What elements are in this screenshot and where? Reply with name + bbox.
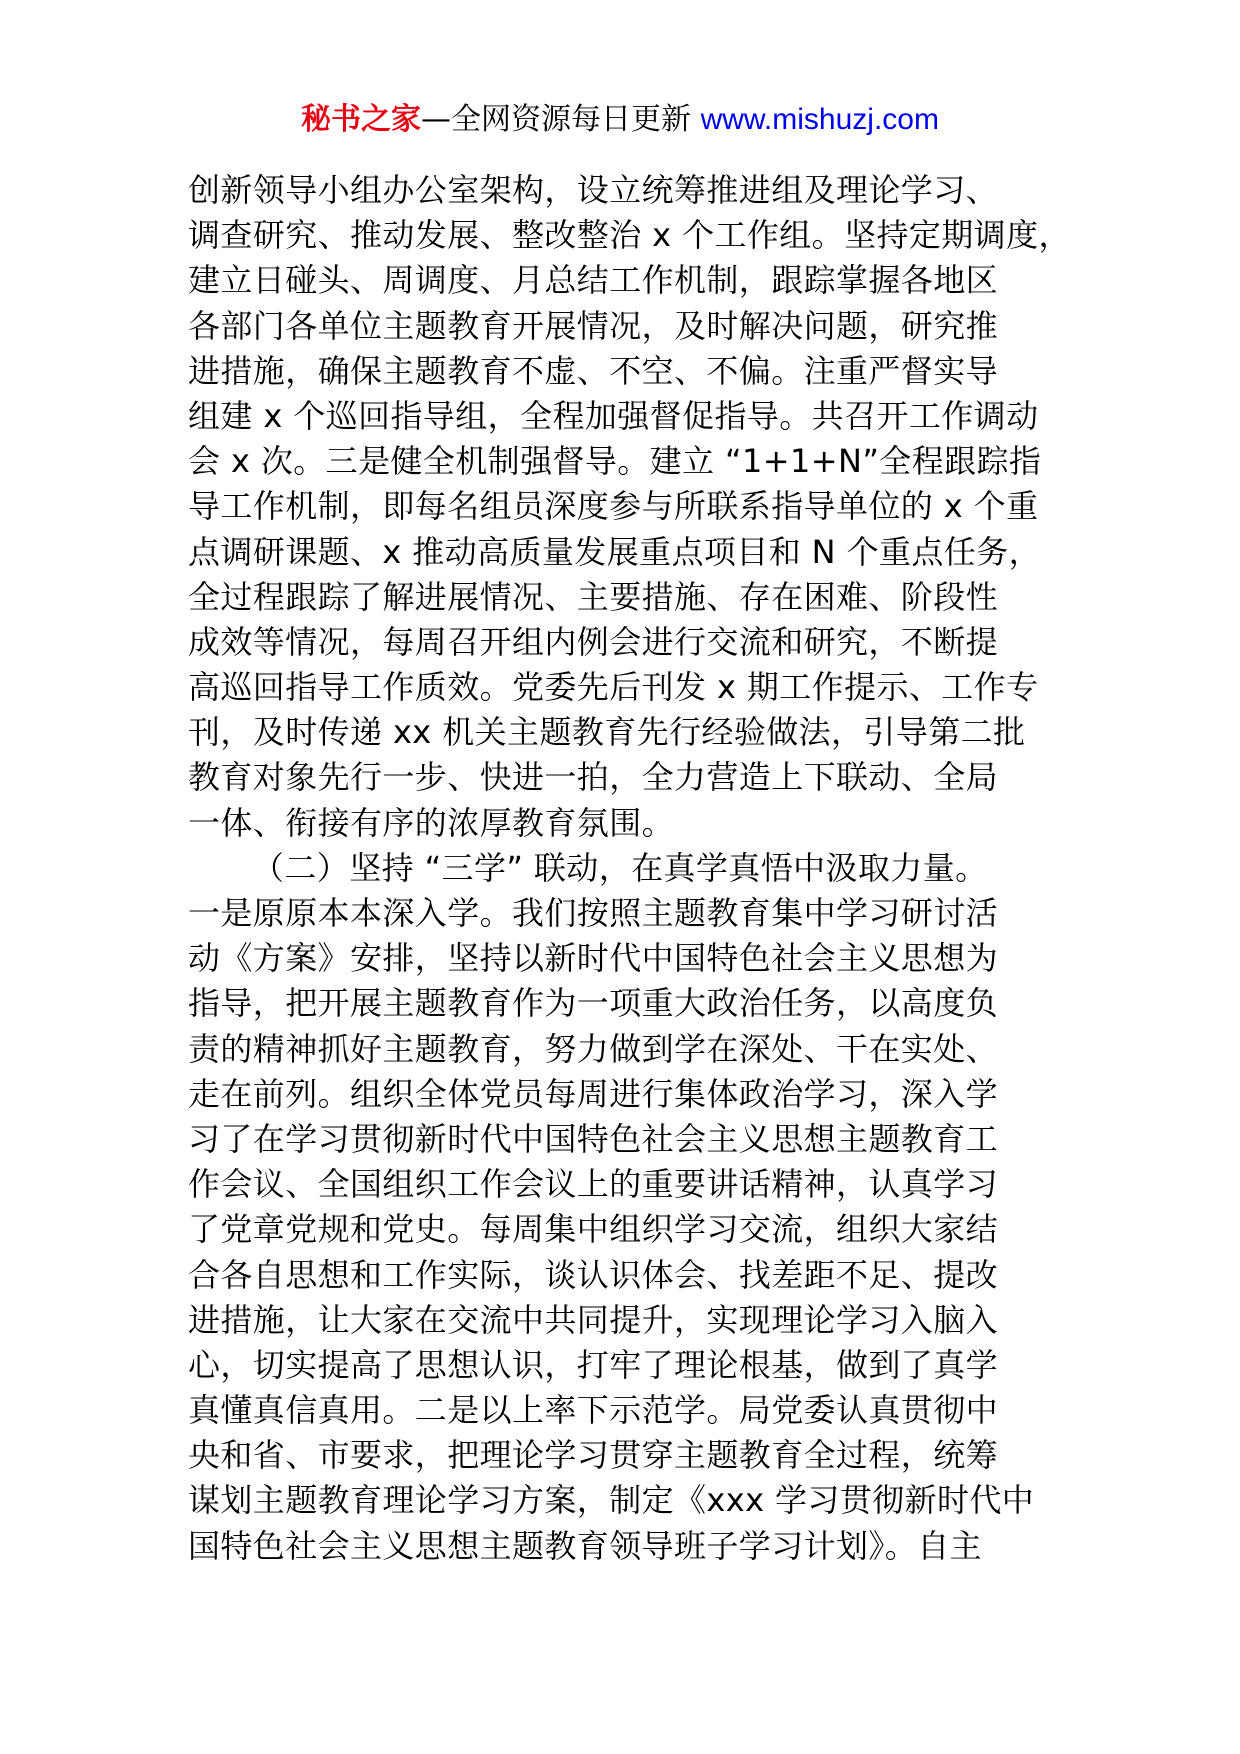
text-line: 会 x 次。三是健全机制强督导。建立 “1+1+N”全程跟踪指 — [188, 442, 1042, 481]
text-line: 一体、衔接有序的浓厚教育氛围。 — [188, 803, 675, 842]
text-line: 进措施，让大家在交流中共同提升，实现理论学习入脑入 — [188, 1300, 999, 1339]
site-brand: 秘书之家 — [301, 102, 422, 137]
text-line: 谋划主题教育理论学习方案，制定《xxx 学习贯彻新时代中 — [188, 1481, 1035, 1520]
text-line: 成效等情况，每周召开组内例会进行交流和研究，不断提 — [188, 622, 999, 661]
text-line: 点调研课题、x 推动高质量发展重点项目和 N 个重点任务， — [188, 532, 1041, 571]
text-line: 进措施，确保主题教育不虚、不空、不偏。注重严督实导 — [188, 351, 999, 390]
text-line: 创新领导小组办公室架构，设立统筹推进组及理论学习、 — [188, 171, 999, 209]
text-line: 各部门各单位主题教育开展情况，及时解决问题，研究推 — [188, 306, 999, 345]
text-line: 导工作机制，即每名组员深度参与所联系指导单位的 x 个重 — [188, 487, 1039, 526]
text-line: 作会议、全国组织工作会议上的重要讲话精神，认真学习 — [188, 1165, 999, 1204]
text-line: 教育对象先行一步、快进一拍，全力营造上下联动、全局 — [188, 758, 999, 797]
document-body — [188, 168, 1071, 1569]
text-line: 了党章党规和党史。每周集中组织学习交流，组织大家结 — [188, 1210, 999, 1249]
text-line: 国特色社会主义思想主题教育领导班子学习计划》。自主 — [188, 1526, 983, 1565]
text-line: 走在前列。组织全体党员每周进行集体政治学习，深入学 — [188, 1074, 999, 1113]
text-line: 习了在学习贯彻新时代中国特色社会主义思想主题教育工 — [188, 1119, 999, 1158]
site-url-link[interactable]: www.mishuzj.com — [700, 103, 939, 136]
text-line: 高巡回指导工作质效。党委先后刊发 x 期工作提示、工作专 — [188, 668, 1039, 707]
text-line: 责的精神抓好主题教育，努力做到学在深处、干在实处、 — [188, 1029, 999, 1068]
text-line: 指导，把开展主题教育作为一项重大政治任务，以高度负 — [188, 984, 999, 1023]
text-line: 刊，及时传递 xx 机关主题教育先行经验做法，引导第二批 — [188, 713, 1026, 752]
text-line: 一是原原本本深入学。我们按照主题教育集中学习研讨活 — [188, 894, 999, 932]
text-line: 动《方案》安排，坚持以新时代中国特色社会主义思想为 — [188, 939, 999, 978]
text-line: 全过程跟踪了解进展情况、主要措施、存在困难、阶段性 — [188, 577, 999, 616]
page-header — [0, 98, 1240, 142]
text-line: 组建 x 个巡回指导组，全程加强督促指导。共召开工作调动 — [188, 396, 1039, 435]
text-line: 央和省、市要求，把理论学习贯穿主题教育全过程，统筹 — [188, 1436, 999, 1475]
text-line: 建立日碰头、周调度、月总结工作机制，跟踪掌握各地区 — [188, 261, 999, 300]
text-line: 合各自思想和工作实际，谈认识体会、找差距不足、提改 — [188, 1255, 999, 1294]
text-line: 心，切实提高了思想认识，打牢了理论根基，做到了真学 — [188, 1345, 999, 1384]
text-line: 调查研究、推动发展、整改整治 x 个工作组。坚持定期调度， — [188, 216, 1071, 255]
section-heading-line: （二）坚持 “三学” 联动，在真学真悟中汲取力量。 — [252, 848, 988, 887]
site-tagline: —全网资源每日更新 — [421, 102, 701, 137]
text-line: 真懂真信真用。二是以上率下示范学。局党委认真贯彻中 — [188, 1391, 999, 1430]
